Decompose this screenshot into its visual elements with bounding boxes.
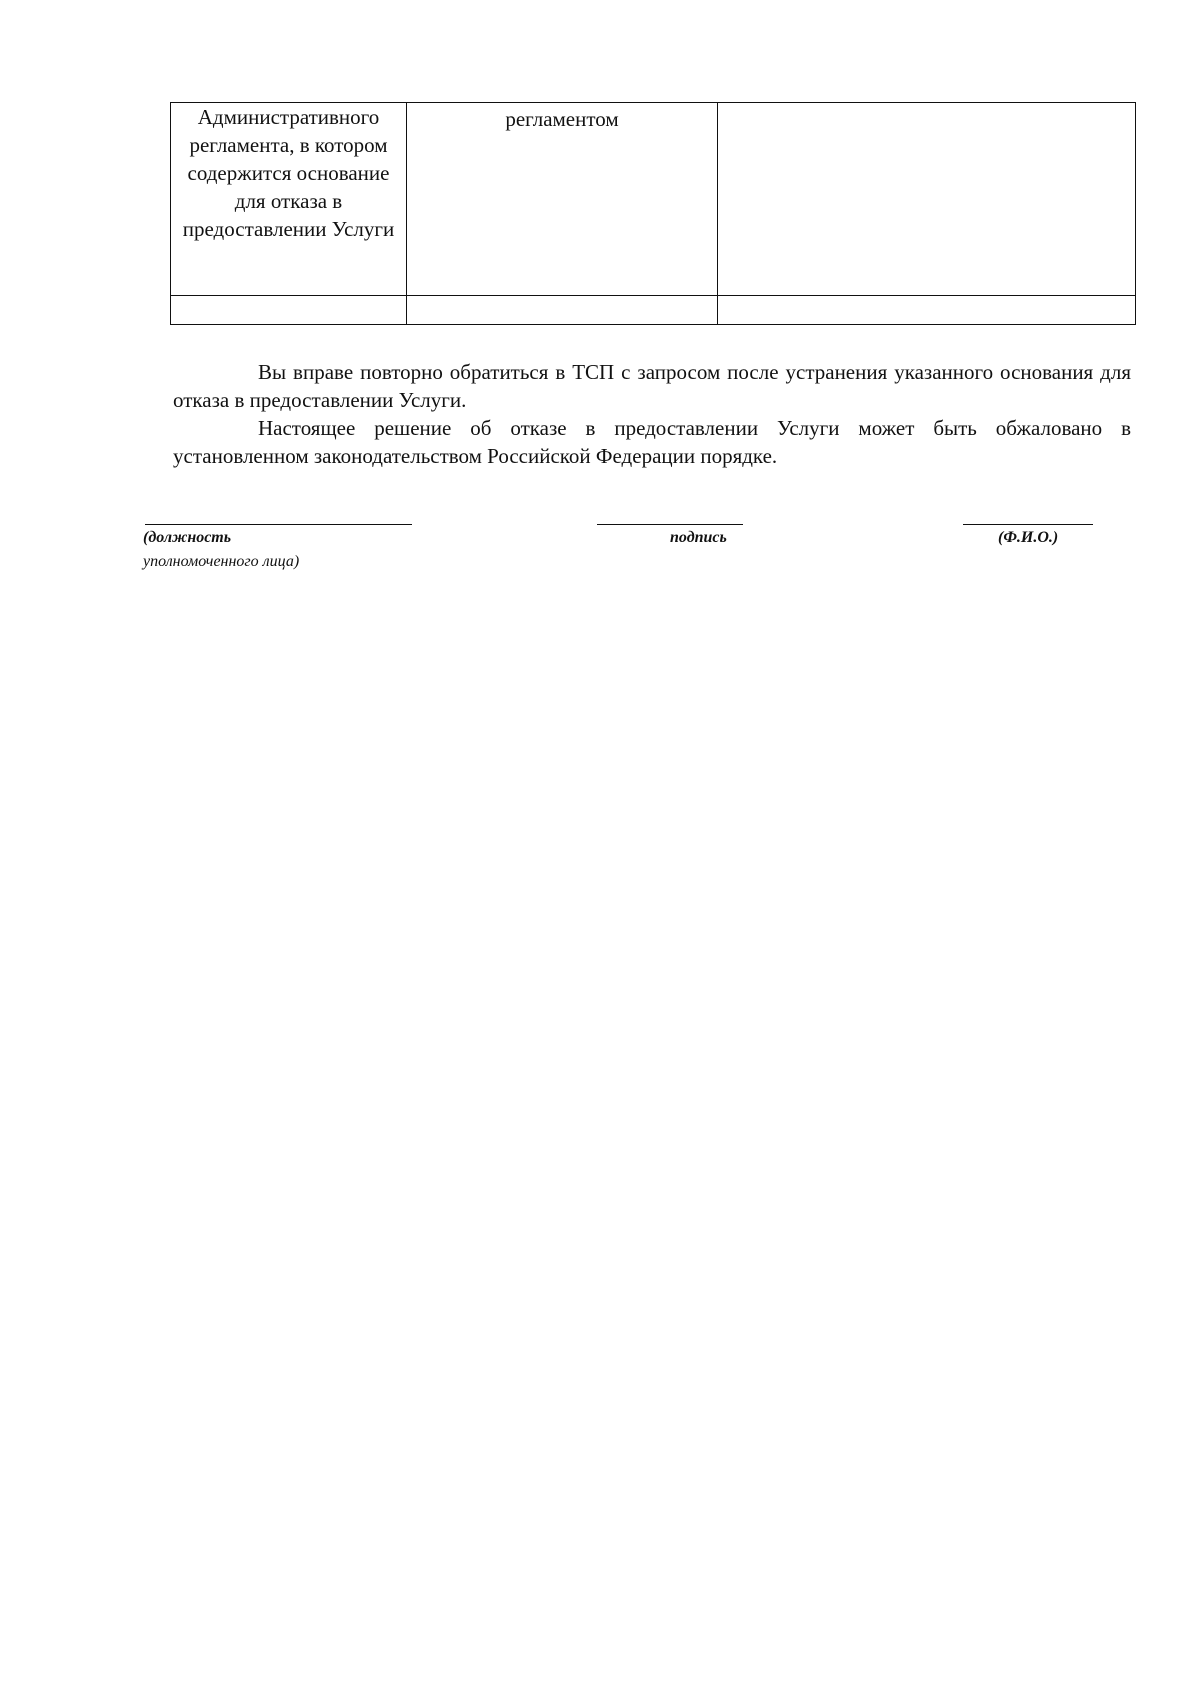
table-row bbox=[171, 103, 1136, 296]
refusal-reason-table bbox=[170, 102, 1136, 325]
table-cell-regulation-reference bbox=[171, 103, 407, 296]
position-signature-line bbox=[145, 524, 412, 525]
full-name-caption: (Ф.И.О.) bbox=[998, 529, 1059, 546]
table-cell-empty bbox=[407, 296, 718, 325]
table-cell-reason-name bbox=[407, 103, 718, 296]
reason-name-text: регламентом bbox=[505, 107, 619, 131]
reapply-notice-paragraph: Вы вправе повторно обратиться в ТСП с запросом после устранения указанного основания для отказа в предоставлении Услуги. bbox=[173, 360, 1131, 412]
table-cell-empty bbox=[171, 296, 407, 325]
regulation-reference-text: Административного регламента, в котором содержится основание для отказа в предоставлении Услуги bbox=[182, 105, 395, 241]
table-cell-empty bbox=[718, 296, 1136, 325]
full-name-line bbox=[963, 524, 1093, 525]
position-caption-line2: уполномоченного лица) bbox=[143, 553, 300, 570]
table-cell-explanation bbox=[718, 103, 1136, 296]
position-caption-line1: (должность bbox=[143, 529, 232, 546]
signature-caption: подпись bbox=[670, 529, 727, 546]
signature-line bbox=[597, 524, 743, 525]
appeal-notice-paragraph: Настоящее решение об отказе в предоставлении Услуги может быть обжаловано в установленном законодательством Российской Федерации порядке. bbox=[173, 416, 1131, 468]
table-row bbox=[171, 296, 1136, 325]
position-caption bbox=[143, 526, 443, 574]
